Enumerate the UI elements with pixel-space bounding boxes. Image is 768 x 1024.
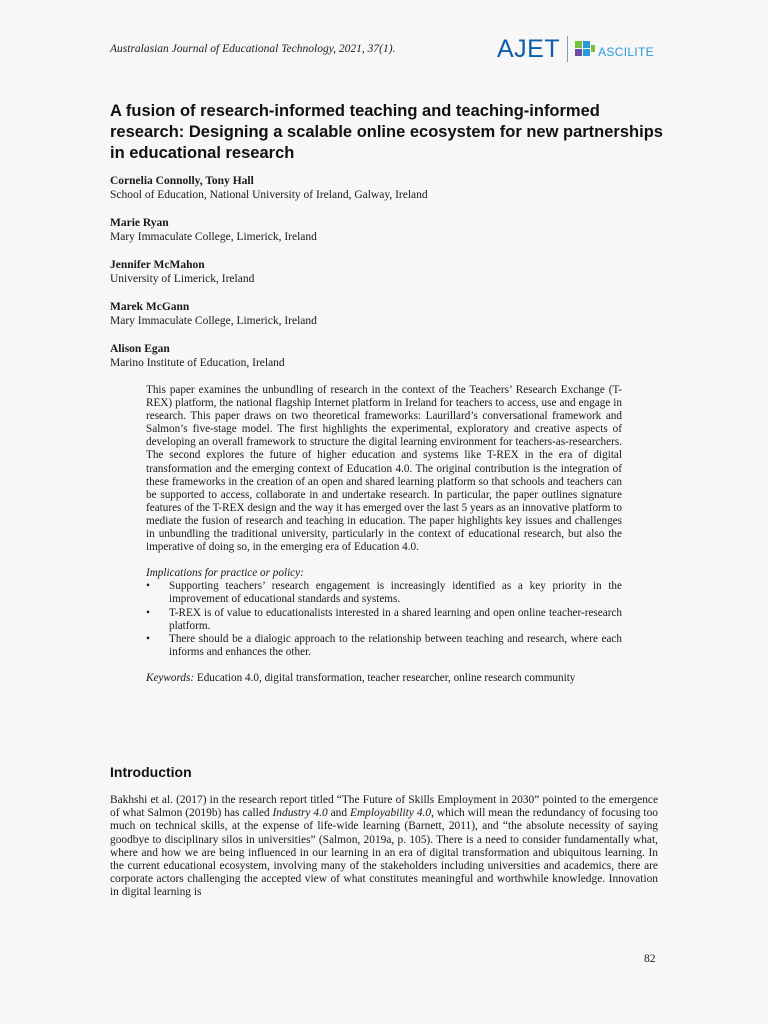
implication-text: There should be a dialogic approach to the relationship between teaching and research, where each informs and enhances the other. (169, 632, 622, 658)
author-block (110, 216, 670, 244)
ascilite-logo-text: ASCILITE (598, 45, 654, 59)
section-heading-introduction: Introduction (110, 764, 192, 780)
bullet-icon: • (146, 632, 150, 645)
author-block (110, 300, 670, 328)
author-affiliation: University of Limerick, Ireland (110, 273, 255, 285)
keywords-label: Keywords: (146, 671, 195, 684)
introduction-paragraph (110, 794, 658, 900)
author-block (110, 174, 670, 202)
intro-text-segment: Bakhshi et al. (2017) in the research report titled “The Future of Skills Employment in 2030” pointed to the emergence of what Salmon (2019b) has called (110, 794, 658, 820)
page-number: 82 (644, 953, 656, 965)
keywords (146, 672, 622, 685)
intro-text-segment: , which will mean the redundancy of focusing too much on technical skills, at the expense of life-wide learning (Barnett, 2011), and “the absolute necessity of saying goodbye to disciplinary silos in universities” (Salmon, 2019a, p. 105). There is a need to consider fundamentally what, where and how we are being influenced in our learning in an era of digital transformation and ubiquitous learning. In the current educational ecosystem, involving many of the stakeholders including universities and academics, there are corporate actors challenging the accepted view of what constitutes meaningful and worthwhile knowledge. Innovation in digital learning is (110, 807, 658, 899)
author-names: Jennifer McMahon (110, 259, 205, 271)
author-names: Alison Egan (110, 343, 170, 355)
author-names: Marek McGann (110, 301, 190, 313)
author-list (110, 174, 670, 384)
intro-text-segment: Industry 4.0 (272, 807, 328, 820)
implication-text: Supporting teachers’ research engagement is increasingly identified as a key priority in the improvement of educational standards and systems. (169, 580, 622, 606)
author-affiliation: Mary Immaculate College, Limerick, Ireland (110, 231, 317, 243)
logo-divider (567, 36, 568, 62)
author-block (110, 342, 670, 370)
implications-list (146, 580, 622, 659)
author-affiliation: Mary Immaculate College, Limerick, Ireland (110, 315, 317, 327)
abstract-block (146, 384, 622, 685)
journal-reference: Australasian Journal of Educational Technology, 2021, 37(1). (110, 43, 396, 55)
author-affiliation: School of Education, National University of Ireland, Galway, Ireland (110, 189, 428, 201)
ajet-logo-text: AJET (497, 34, 561, 63)
bullet-icon: • (146, 606, 150, 619)
author-names: Marie Ryan (110, 217, 169, 229)
keywords-text: Education 4.0, digital transformation, teacher researcher, online research community (196, 671, 576, 684)
author-block (110, 258, 670, 286)
bullet-icon: • (146, 580, 150, 593)
ascilite-logo-icon (574, 39, 596, 59)
intro-text-segment: Employability 4.0 (350, 807, 432, 820)
ajet-ascilite-logo (497, 34, 654, 64)
implication-item (146, 633, 622, 659)
implication-item (146, 607, 622, 633)
implications-heading: Implications for practice or policy: (146, 567, 304, 580)
intro-text-segment: and (327, 807, 350, 820)
author-names: Cornelia Connolly, Tony Hall (110, 175, 254, 187)
author-affiliation: Marino Institute of Education, Ireland (110, 357, 285, 369)
implication-item (146, 580, 622, 606)
abstract-text: This paper examines the unbundling of research in the context of the Teachers’ Research Exchange (T-REX) platform, the national flagship Internet platform in Ireland for teachers to access, use and engage in research. This paper draws on two theoretical frameworks: Laurillard’s conversational framework and Salmon’s five-stage model. The first highlights the experimental, exploratory and creative aspects of developing an overall framework to structure the digital learning environment for teachers-as-researchers. The second explores the future of higher education and systems like T-REX in the era of digital transformation and the emerging context of Education 4.0. The original contribution is the integration of these frameworks in the creation of an open and shared learning platform so that schools and teachers can be supported to access, collaborate in and undertake research. In particular, the paper outlines signature features of the T-REX design and the way it has emerged over the last 5 years as an innovative platform to mediate the fusion of research and teaching in education. The paper highlights key issues and challenges in unbundling the traditional university, particularly in the context of educational research, but also the imperative of doing so, in the emerging era of Education 4.0. (146, 384, 622, 554)
implication-text: T-REX is of value to educationalists interested in a shared learning and open online teacher-research platform. (169, 606, 622, 632)
paper-title: A fusion of research-informed teaching and teaching-informed research: Designing a scalable online ecosystem for new partnerships in educational research (110, 102, 663, 162)
